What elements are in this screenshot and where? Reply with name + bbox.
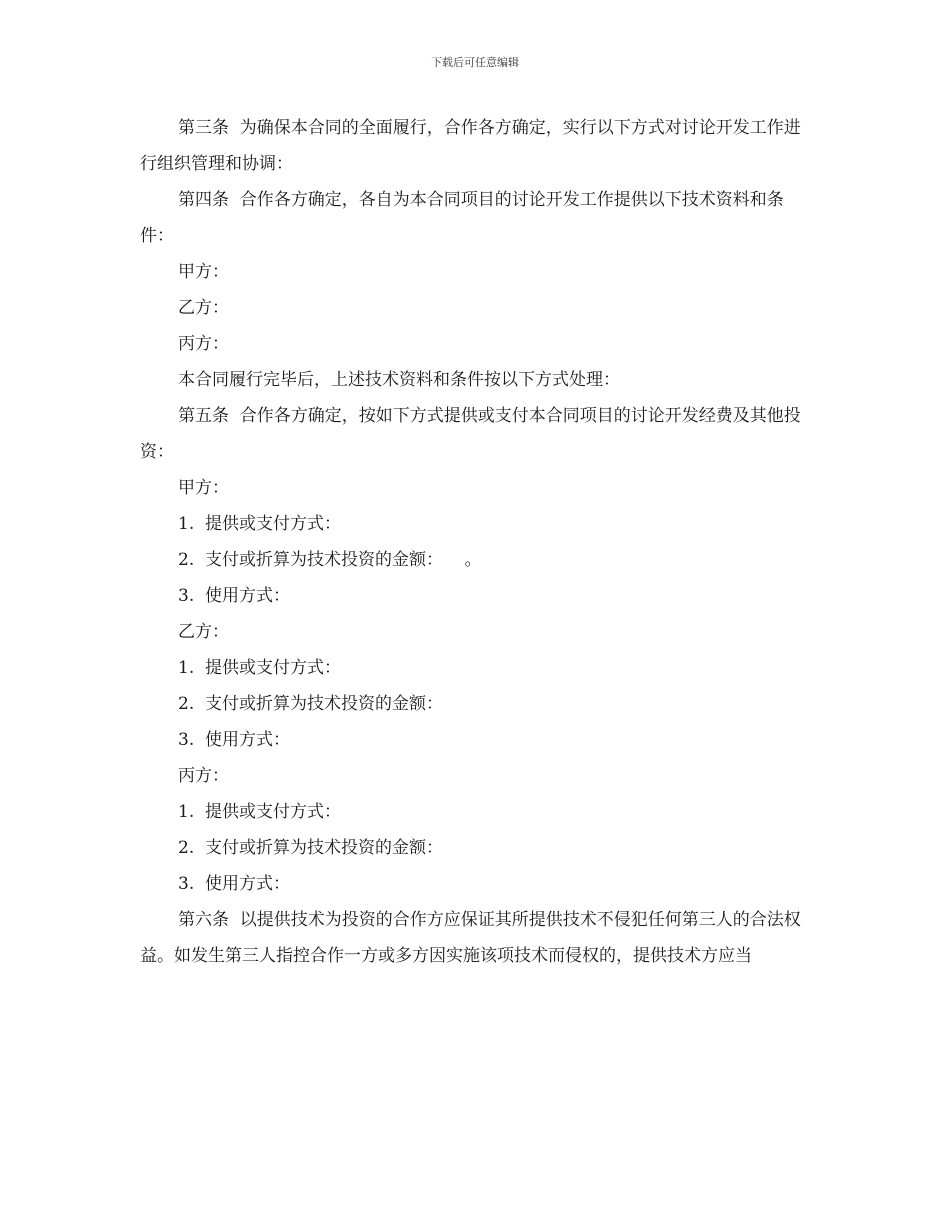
party-a-item-1: 1. 提供或支付方式：	[178, 514, 342, 534]
materials-disposal: 本合同履行完毕后，上述技术资料和条件按以下方式处理：	[178, 370, 620, 390]
party-c-funding: 丙方：	[178, 766, 229, 786]
article-5: 第五条 合作各方确定，按如下方式提供或支付本合同项目的讨论开发经费及其他投资：	[140, 406, 801, 462]
party-c-materials: 丙方：	[178, 334, 229, 354]
document-body	[140, 110, 812, 974]
party-a-funding: 甲方：	[178, 478, 229, 498]
party-c-item-3: 3. 使用方式：	[178, 874, 291, 894]
party-a-materials: 甲方：	[178, 262, 229, 282]
article-6: 第六条 以提供技术为投资的合作方应保证其所提供技术不侵犯任何第三人的合法权益。如发生第三人指控合作一方或多方因实施该项技术而侵权的，提供技术方应当	[140, 910, 801, 966]
party-a-item-3: 3. 使用方式：	[178, 586, 291, 606]
party-b-item-1: 1. 提供或支付方式：	[178, 658, 342, 678]
party-c-item-2: 2. 支付或折算为技术投资的金额：	[178, 838, 444, 858]
party-b-materials: 乙方：	[178, 298, 229, 318]
party-b-item-3: 3. 使用方式：	[178, 730, 291, 750]
party-b-item-2: 2. 支付或折算为技术投资的金额：	[178, 694, 444, 714]
page-header: 下载后可任意编辑	[431, 56, 519, 69]
article-3: 第三条 为确保本合同的全面履行，合作各方确定，实行以下方式对讨论开发工作进行组织管理和协调：	[140, 118, 801, 174]
party-a-item-2: 2. 支付或折算为技术投资的金额： 。	[178, 550, 482, 570]
article-4: 第四条 合作各方确定，各自为本合同项目的讨论开发工作提供以下技术资料和条件：	[140, 190, 784, 246]
party-b-funding: 乙方：	[178, 622, 229, 642]
party-c-item-1: 1. 提供或支付方式：	[178, 802, 342, 822]
